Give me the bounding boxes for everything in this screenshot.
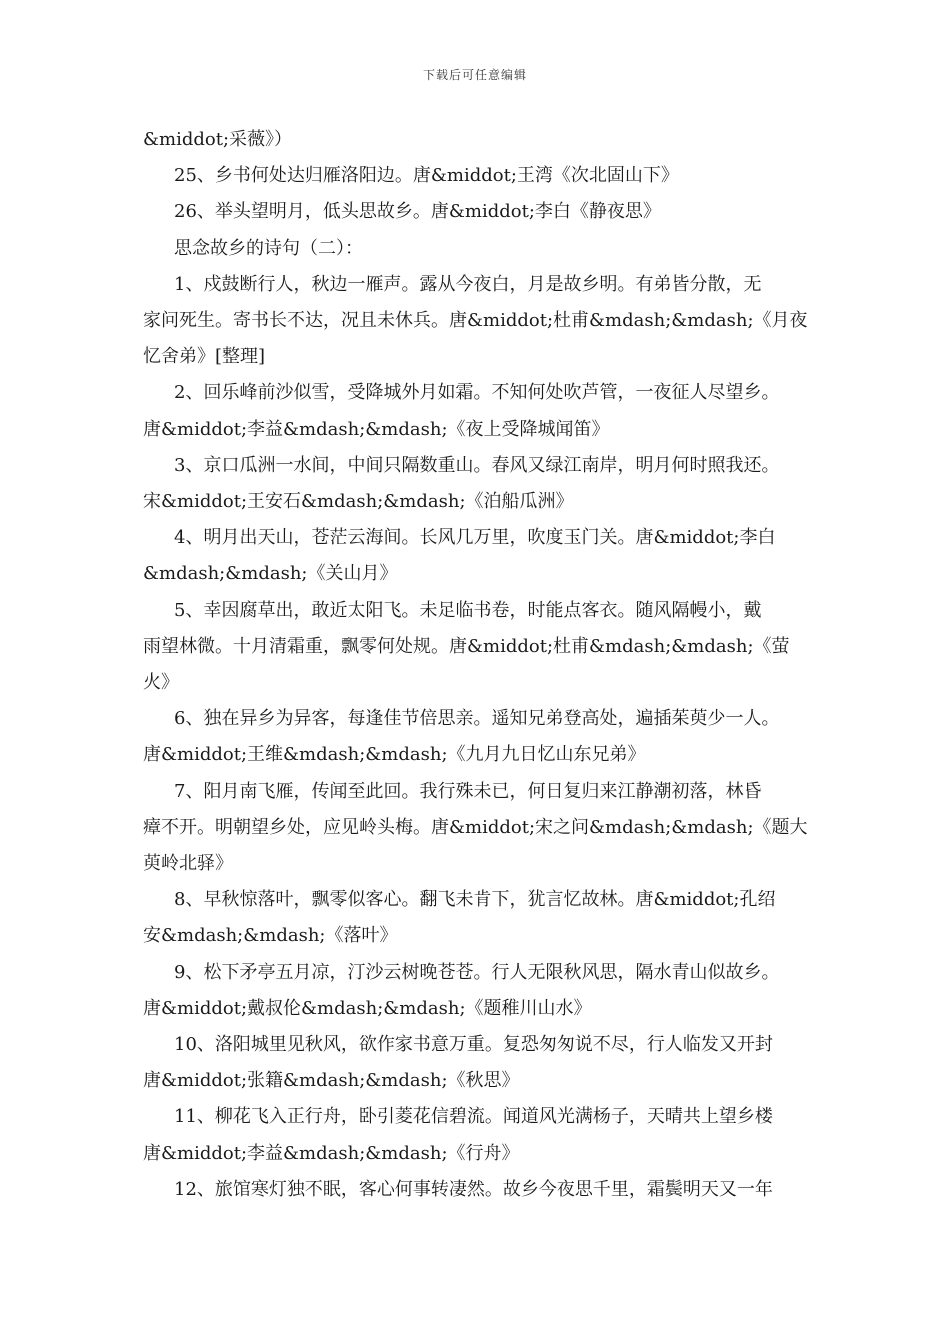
document-body (143, 122, 811, 1208)
text-line: 26、举头望明月，低头思故乡。唐&middot;李白《静夜思》 (174, 201, 661, 223)
text-line: 唐&middot;张籍&mdash;&mdash;《秋思》 (143, 1070, 520, 1092)
text-line: 唐&middot;戴叔伦&mdash;&mdash;《题稚川山水》 (143, 997, 592, 1019)
page-header: 下载后可任意编辑 (422, 68, 527, 82)
text-line: 1、戍鼓断行人，秋边一雁声。露从今夜白，月是故乡明。有弟皆分散，无 (174, 273, 762, 295)
text-line: 唐&middot;李益&mdash;&mdash;《行舟》 (143, 1142, 520, 1164)
section-heading: 思念故乡的诗句（二）： (174, 237, 363, 259)
text-line: 2、回乐峰前沙似雪，受降城外月如霜。不知何处吹芦管，一夜征人尽望乡。 (174, 382, 780, 404)
text-line: 7、阳月南飞雁，传闻至此回。我行殊未已，何日复归来江静潮初落，林昏 (174, 780, 762, 802)
text-line: 安&mdash;&mdash;《落叶》 (143, 925, 398, 947)
text-line: 12、旅馆寒灯独不眠，客心何事转凄然。故乡今夜思千里，霜鬓明天又一年 (174, 1178, 773, 1200)
text-line: 3、京口瓜洲一水间，中间只隔数重山。春风又绿江南岸，明月何时照我还。 (174, 454, 780, 476)
text-line: 唐&middot;王维&mdash;&mdash;《九月九日忆山东兄弟》 (143, 744, 646, 766)
text-line: 11、柳花飞入正行舟，卧引菱花信碧流。闻道风光满杨子，天晴共上望乡楼 (174, 1106, 773, 1128)
text-line: 5、幸因腐草出，敢近太阳飞。未足临书卷，时能点客衣。随风隔幔小，戴 (174, 599, 762, 621)
text-line: 火》 (143, 672, 179, 694)
text-line: 唐&middot;李益&mdash;&mdash;《夜上受降城闻笛》 (143, 418, 610, 440)
text-line: &mdash;&mdash;《关山月》 (143, 563, 398, 585)
text-line: &middot;采薇》） (143, 129, 293, 150)
text-line: 25、乡书何处达归雁洛阳边。唐&middot;王湾《次北固山下》 (174, 165, 679, 187)
text-line: 雨望林微。十月清霜重，飘零何处规。唐&middot;杜甫&mdash;&mdash;《萤 (143, 635, 790, 657)
text-line: 8、早秋惊落叶，飘零似客心。翻飞未肯下，犹言忆故林。唐&middot;孔绍 (174, 889, 776, 911)
text-line: 家问死生。寄书长不达，况且未休兵。唐&middot;杜甫&mdash;&mdash;《月夜 (143, 310, 808, 332)
text-line: 宋&middot;王安石&mdash;&mdash;《泊船瓜洲》 (143, 491, 574, 513)
text-line: 9、松下矛亭五月凉，汀沙云树晚苍苍。行人无限秋风思，隔水青山似故乡。 (174, 961, 780, 983)
text-line: 4、明月出天山，苍茫云海间。长风几万里，吹度玉门关。唐&middot;李白 (174, 527, 776, 549)
text-line: 6、独在异乡为异客，每逢佳节倍思亲。遥知兄弟登高处，遍插茱萸少一人。 (174, 708, 780, 730)
text-line: 10、洛阳城里见秋风，欲作家书意万重。复恐匆匆说不尽，行人临发又开封 (174, 1034, 773, 1056)
text-line: 萸岭北驿》 (143, 853, 233, 875)
text-line: 瘴不开。明朝望乡处，应见岭头梅。唐&middot;宋之问&mdash;&mdash;《题大 (143, 816, 808, 838)
text-line: 忆舍弟》[整理] (143, 346, 266, 368)
